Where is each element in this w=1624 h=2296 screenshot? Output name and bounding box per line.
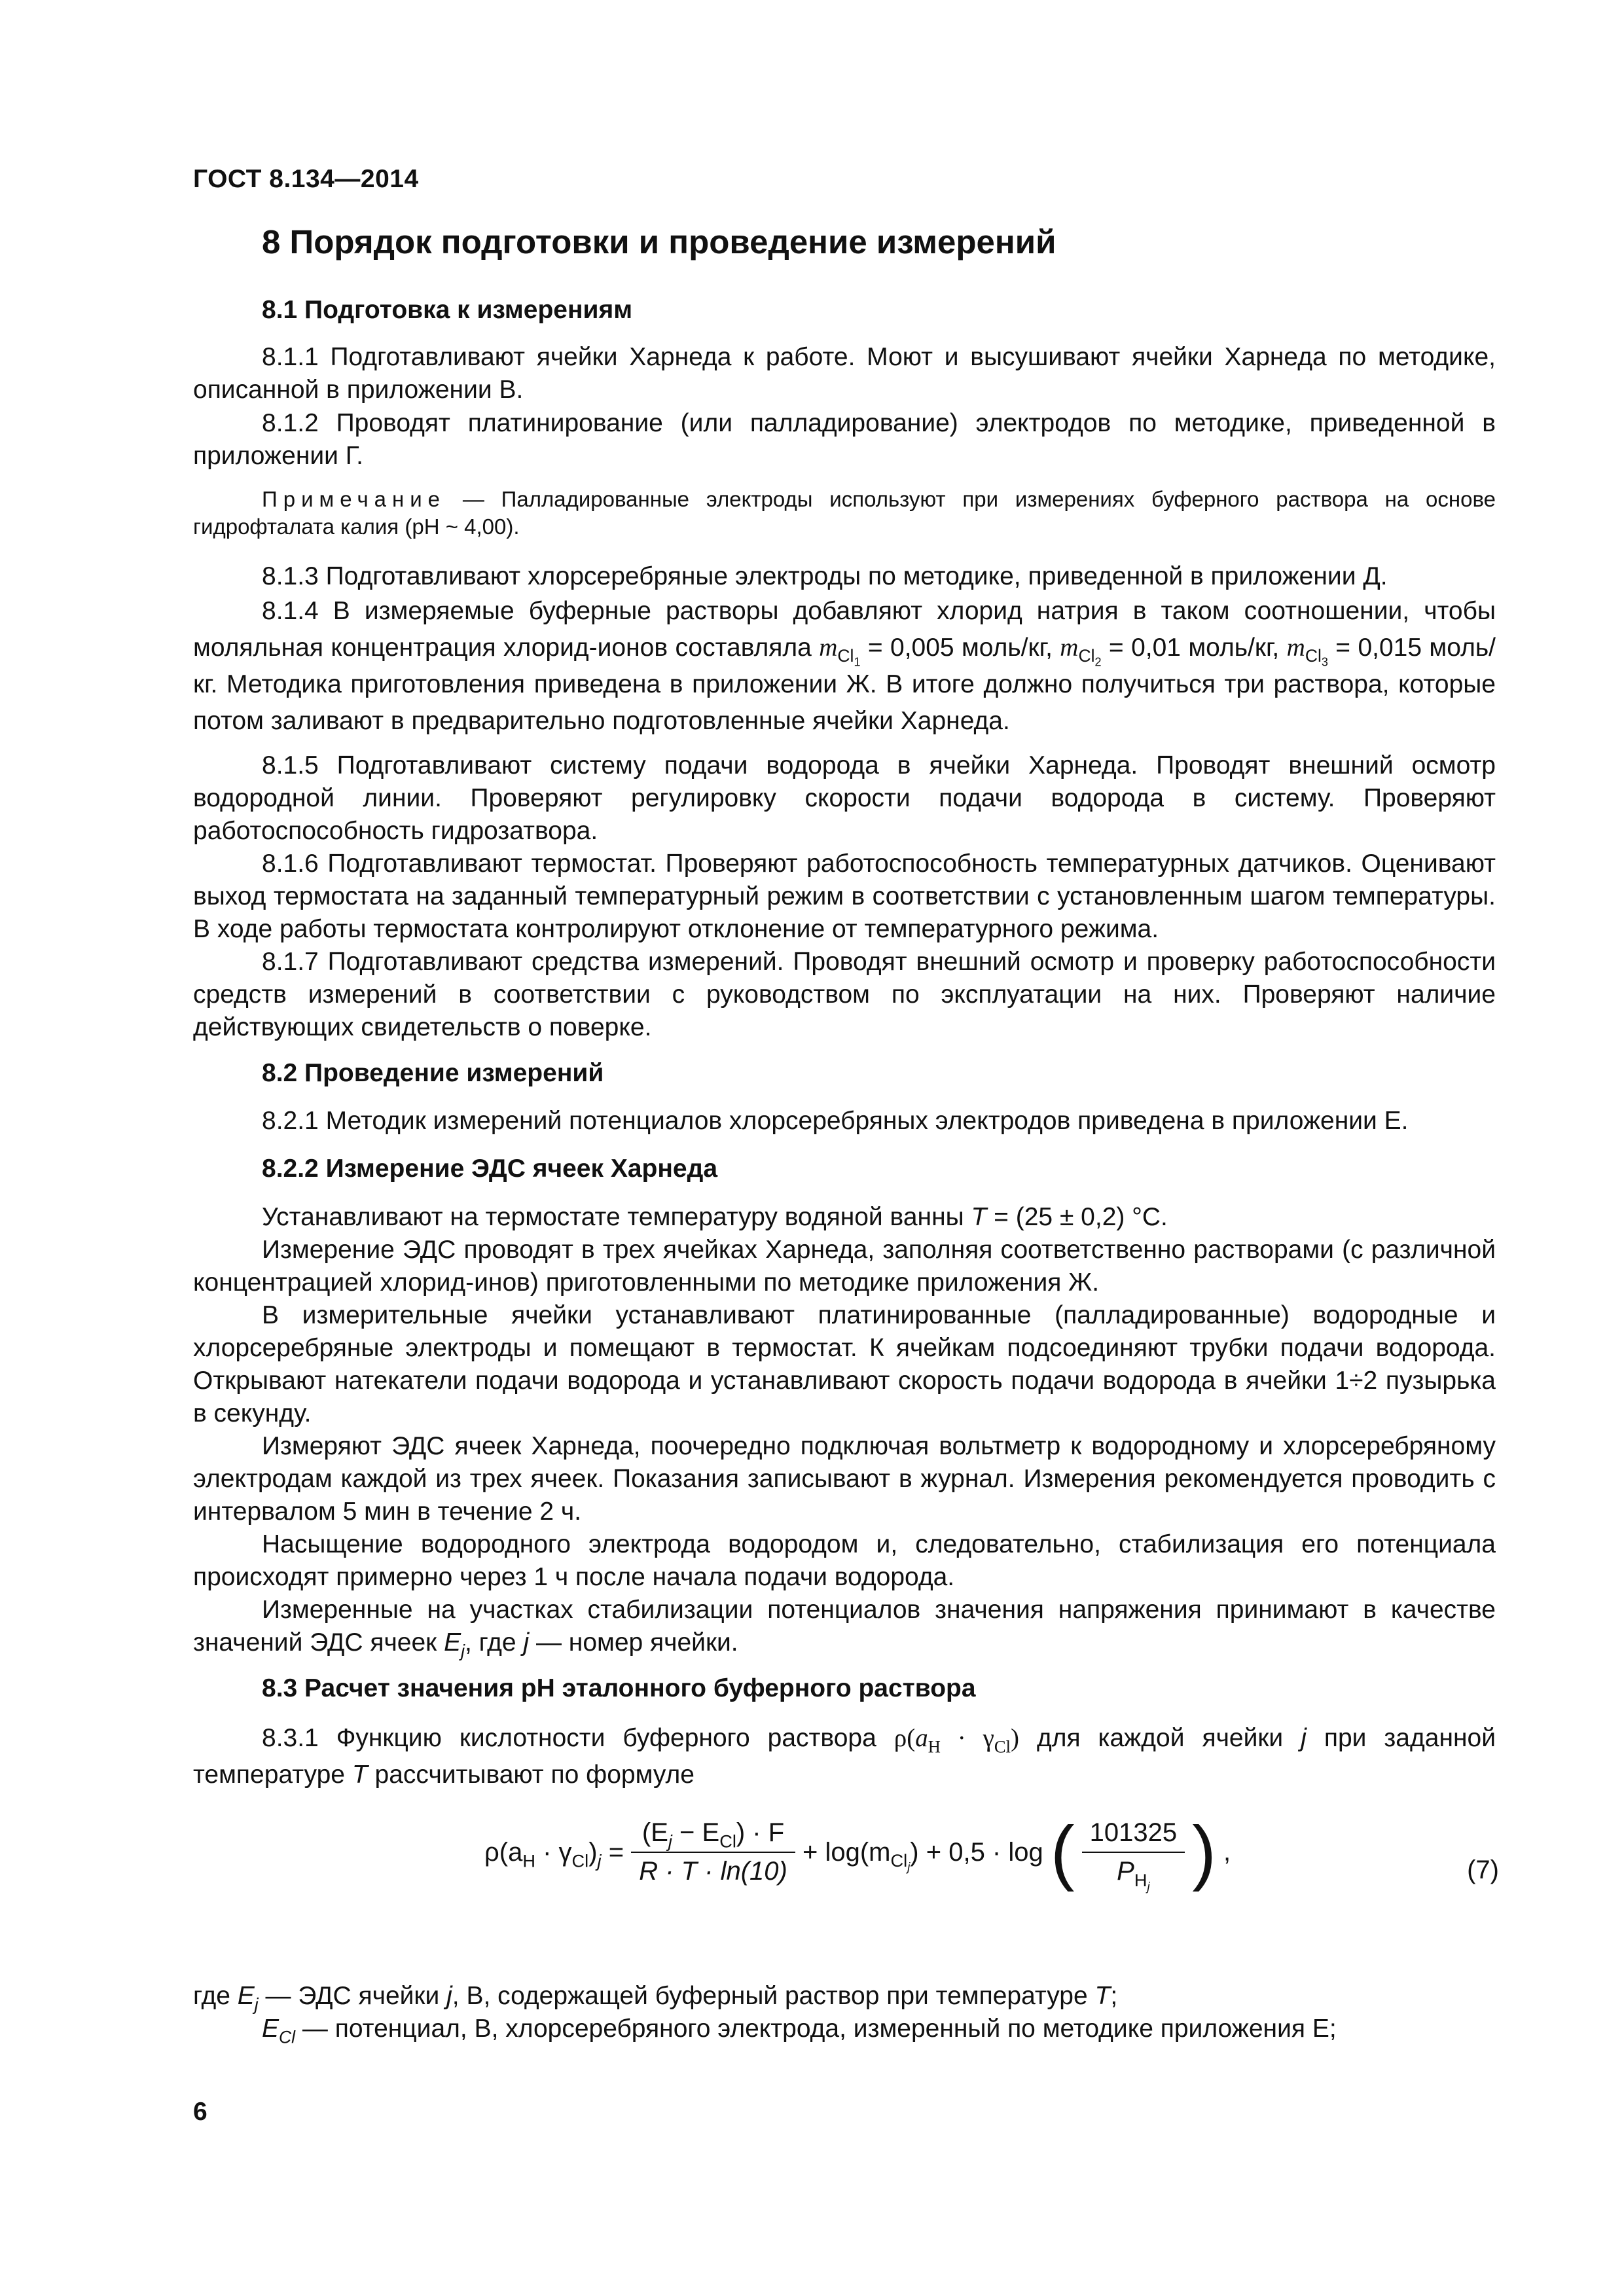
a: a [915,1724,928,1752]
paren-left: ( [1050,1812,1075,1892]
gamma: γ [558,1837,572,1867]
gamma: γ [983,1724,994,1752]
where-line-1 [193,1980,1496,2013]
j-sub: j [597,1850,602,1871]
text: ; [1110,1982,1118,2010]
j: j [1301,1724,1307,1752]
numerator [631,1818,795,1853]
cl-sub: Cl [1078,646,1095,666]
p814-text-b: Методика приготовления приведена в приложении Ж. В итоге должно получиться три раствора, которые потом заливают в предварительно подготовленные ячейки Харнеда. [193,670,1496,735]
subsection-title-8-1: 8.1 Подготовка к измерениям [262,296,633,324]
m-symbol: m [819,634,838,662]
T-symbol: T [971,1203,987,1231]
H-sub: H [522,1850,535,1871]
text: Измеренные на участках стабилизации потенциалов значения напряжения принимают в качестве значений ЭДС ячеек [193,1596,1496,1657]
m-symbol: m [1286,634,1305,662]
section-title: 8 Порядок подготовки и проведение измерений [262,223,1056,260]
where-line-2 [193,2013,1496,2045]
trail: , [1223,1837,1231,1867]
denominator [1082,1853,1185,1893]
paragraph-stabilization [193,1594,1496,1659]
value-1: = 0,005 моль/кг, [860,634,1060,662]
cl-sub: Cl [571,1850,589,1871]
E: E [262,2015,280,2043]
paragraph-measurement: Измерение ЭДС проводят в трех ячейках Харнеда, заполняя соответственно растворами (с различной концентрацией хлорид-инов) приготовленными по методике приложения Ж. [193,1236,1496,1297]
j-sub: j [907,1859,911,1874]
paragraph-electrodes: В измерительные ячейки устанавливают платинированные (палладированные) водородные и хлорсеребряные электроды и помещают в термостат. К ячейкам подсоединяют трубки подачи водорода. Открывают натекатели подачи водорода и устанавливают скорость подачи водорода в ячейки 1÷2 пузырька в секунду. [193,1301,1496,1427]
formula-expression [484,1812,1231,1893]
formula-7 [484,1812,1499,1934]
num-open: (E [641,1818,668,1847]
text: — ЭДС ячейки [258,1982,447,2010]
T: T [352,1761,368,1789]
paragraph-temperature [193,1201,1496,1234]
value-3: = 0,015 моль/кг. [193,634,1496,698]
cl-sub: Cl [994,1736,1011,1757]
paragraph-8-1-3: 8.1.3 Подготавливают хлорсеребряные электроды по методике, приведенной в приложении Д. [262,562,1388,590]
paragraph-8-1-4 [193,593,1496,740]
subsection-title-8-3: 8.3 Расчет значения pH эталонного буферного раствора [262,1674,976,1702]
paragraph-8-1-7: 8.1.7 Подготавливают средства измерений. Проводят внешний осмотр и проверку работоспособности средств измерений в соответствии с руководством по эксплуатации на них. Проверяют наличие действующих свидетельств о поверке. [193,948,1496,1041]
text: рассчитывают по формуле [367,1761,695,1789]
T: T [1094,1982,1111,2010]
text: , где [465,1628,524,1657]
dot: · [535,1837,559,1867]
cl-sub: Cl [279,2027,296,2047]
sub-2: 2 [1094,655,1102,669]
p814-text-a: 8.1.4 В измеряемые буферные растворы добавляют хлорид натрия в таком соотношении, чтобы моляльная концентрация хлорид-ионов составляла [193,597,1496,662]
cl-sub: Cl [1305,646,1322,666]
text: при заданной температуре [193,1724,1496,1789]
lhs: $\rho(a_H \cdot \gamma_{Cl})_j$ = [484,1837,624,1871]
E-symbol: E [444,1628,461,1657]
plus-log: + log(m [803,1837,891,1867]
subsection-title-8-2-2: 8.2.2 Измерение ЭДС ячеек Харнеда [262,1155,718,1183]
paragraph-8-1-1: 8.1.1 Подготавливают ячейки Харнеда к работе. Моют и высушивают ячейки Харнеда по методике, описанной в приложении В. [193,343,1496,404]
subsection-title-8-2: 8.2 Проведение измерений [262,1059,604,1087]
paren-right: ) [1192,1812,1216,1892]
num-close: ) · F [736,1818,785,1847]
half-log: ) + 0,5 · log [910,1837,1043,1867]
text: 8.3.1 Функцию кислотности буферного раствора [262,1724,894,1752]
j-sub: j [254,1994,259,2015]
H-sub: H [928,1736,941,1757]
note-label: Примечание [262,487,446,511]
m-symbol: m [1060,634,1079,662]
paragraph-saturation: Насыщение водородного электрода водородом и, следовательно, стабилизация его потенциала происходят примерно через 1 ч после начала подачи водорода. [193,1530,1496,1591]
acidity-function: $\rho(a_H \cdot \gamma_{Cl})$ [893,1724,1019,1757]
paragraph-8-2-1: 8.2.1 Методик измерений потенциалов хлорсеребряных электродов приведена в приложении Е. [262,1107,1409,1135]
equation-number: (7) [1467,1856,1499,1884]
text: для каждой ячейки [1019,1724,1301,1752]
standard-code: ГОСТ 8.134—2014 [193,165,419,193]
paragraph-8-1-2: 8.1.2 Проводят платинирование (или палладирование) электродов по методике, приведенной в приложении Г. [193,409,1496,470]
text: где [193,1982,238,2010]
paragraph-8-3-1 [193,1720,1496,1793]
numerator: 101325 [1082,1818,1185,1853]
dot: · [940,1724,983,1752]
fraction-1 [631,1818,795,1886]
j: j [446,1982,452,2010]
note [193,486,1496,541]
j-sub: j [1147,1878,1150,1893]
text: = (25 ± 0,2) °С. [986,1203,1168,1231]
j-symbol: j [523,1628,530,1657]
text: , В, содержащей буферный раствор при температуре [452,1982,1095,2010]
value-2: = 0,01 моль/кг, [1101,634,1287,662]
log-term [803,1837,1043,1874]
H-sub: H [1134,1869,1147,1890]
P: P [1117,1857,1134,1886]
j-sub: j [668,1831,672,1852]
text: Устанавливают на термостате температуру водяной ванны [262,1203,971,1231]
cl-sub: Cl [837,646,854,666]
j-sub: j [461,1641,465,1661]
sub-1: 1 [854,655,861,669]
rho: ρ [893,1724,907,1752]
cl-sub: Cl [719,1831,736,1852]
text: — номер ячейки. [529,1628,738,1657]
paragraph-8-1-5: 8.1.5 Подготавливают систему подачи водорода в ячейки Харнеда. Проводят внешний осмотр водородной линии. Проверяют регулировку скорости подачи водорода в систему. Проверяют работоспособность гидрозатвора. [193,751,1496,845]
text: — потенциал, В, хлорсеребряного электрода, измеренный по методике приложения Е; [295,2015,1337,2043]
minus: − E [672,1818,720,1847]
paragraph-8-1-6: 8.1.6 Подготавливают термостат. Проверяют работоспособность температурных датчиков. Оценивают выход термостата на заданный температурный режим в соответствии с установленным шагом температуры. В ходе работы термостата контролируют отклонение от температурного режима. [193,850,1496,943]
sub-3: 3 [1321,655,1328,669]
E: E [237,1982,255,2010]
cl-sub: Cl [890,1850,908,1871]
note-text: — Палладированные электроды используют при измерениях буферного раствора на основе гидрофталата калия (pH ~ 4,00). [193,487,1496,539]
denominator: R · T · ln(10) [639,1857,787,1886]
paragraph-emf: Измеряют ЭДС ячеек Харнеда, поочередно подключая вольтметр к водородному и хлорсеребряному электродам каждой из трех ячеек. Показания записывают в журнал. Измерения рекомендуется проводить с интервалом 5 мин в течение 2 ч. [193,1432,1496,1526]
page-number: 6 [193,2098,208,2126]
lhs-open: ρ(a [484,1837,523,1867]
fraction-2 [1082,1818,1185,1893]
